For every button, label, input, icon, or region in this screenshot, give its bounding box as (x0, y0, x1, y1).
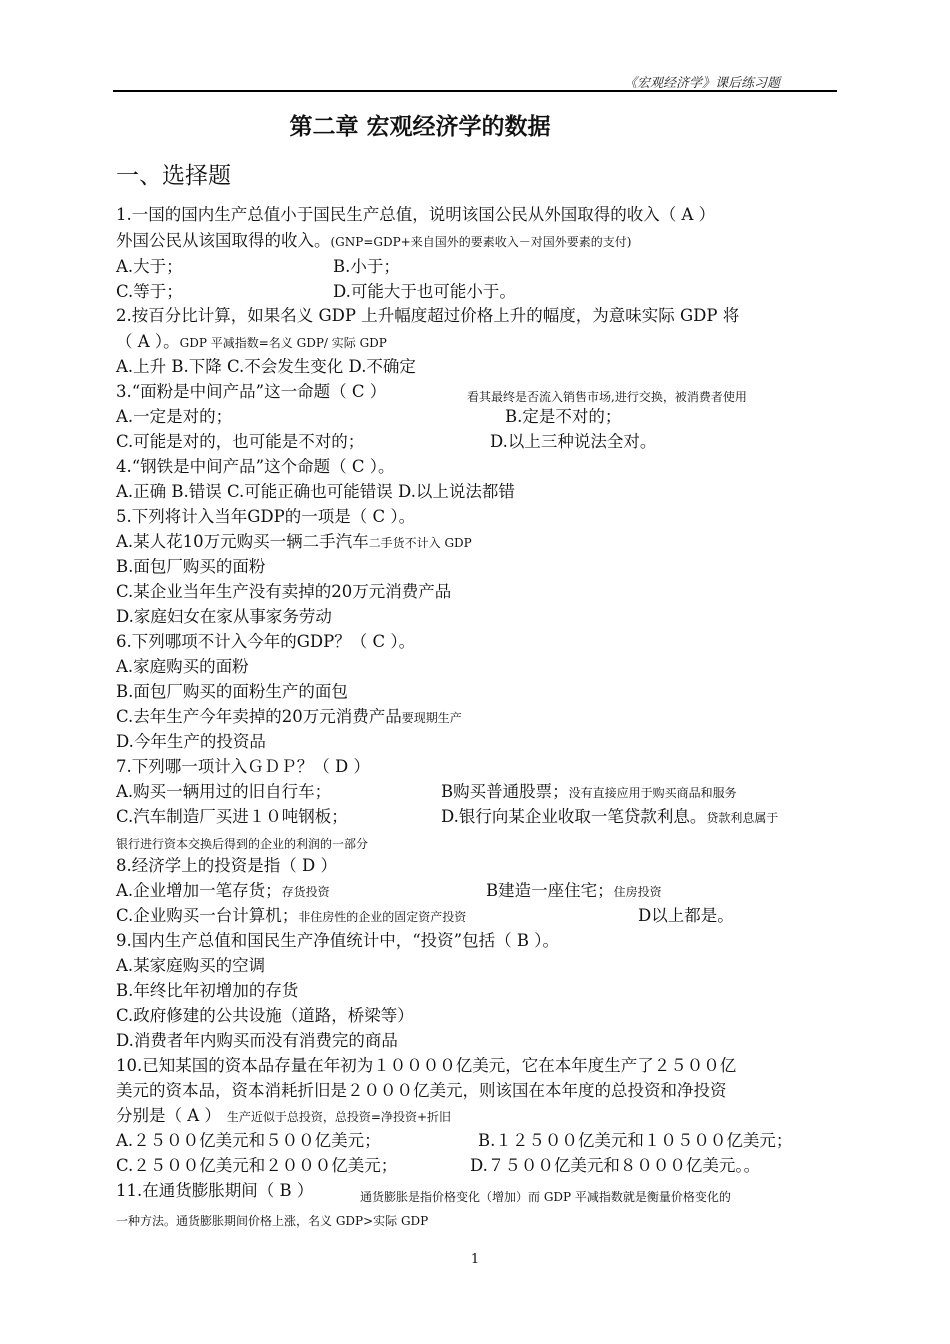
question-5-note: 二手货不计入 GDP (368, 536, 472, 550)
question-8-option-b (486, 880, 662, 903)
question-7-option-c: C.汽车制造厂买进１０吨钢板； (116, 807, 348, 826)
question-3-option-c: C.可能是对的，也可能是不对的； (116, 432, 365, 451)
question-1-note: (GNP=GDP+来自国外的要素收入－对国外要素的支付) (330, 235, 632, 249)
question-7-note-d: 贷款利息属于 (706, 811, 779, 825)
question-5-option-c: C.某企业当年生产没有卖掉的20万元消费产品 (116, 582, 452, 601)
question-7-stem: 7.下列哪一项计入ＧＤＰ？（ D ） (116, 757, 370, 776)
question-1-option-a: A.大于； (116, 257, 183, 276)
question-5-option-b: B.面包厂购买的面粉 (116, 557, 266, 576)
question-6-note: 要现期生产 (401, 711, 462, 725)
chapter-title: 第二章 宏观经济学的数据 (289, 114, 551, 140)
question-3-note: 看其最终是否流入销售市场,进行交换，被消费者使用 (467, 390, 747, 404)
question-7-option-a: A.购买一辆用过的旧自行车； (116, 782, 332, 801)
question-8-option-b-text: B建造一座住宅； (486, 881, 614, 900)
page-number: 1 (470, 1252, 480, 1267)
question-8-option-c-text: C.企业购买一台计算机； (116, 906, 299, 925)
question-1-option-c: C.等于； (116, 282, 183, 301)
question-7-option-b (441, 781, 737, 804)
question-10-option-c: C.２５００亿美元和２０００亿美元； (116, 1156, 398, 1175)
question-8-note-b: 住房投资 (613, 885, 662, 899)
question-5-option-a-text: A.某人花10万元购买一辆二手汽车 (116, 532, 369, 551)
question-11-stem: 11.在通货膨胀期间（ B ） (116, 1181, 314, 1200)
question-6-option-d: D.今年生产的投资品 (116, 732, 266, 751)
question-8-note-c: 非住房性的企业的固定资产投资 (298, 910, 467, 924)
question-2-note: GDP 平减指数=名义 GDP/ 实际 GDP (179, 336, 387, 350)
question-9-stem: 9.国内生产总值和国民生产净值统计中，“投资”包括（ B ）。 (116, 931, 559, 950)
question-1-option-b: B.小于； (333, 257, 400, 276)
question-10-stem-line3: 分别是（ A ） (116, 1106, 221, 1125)
question-4-options: A.正确 B.错误 C.可能正确也可能错误 D.以上说法都错 (116, 482, 515, 501)
question-8-note-a: 存货投资 (281, 885, 330, 899)
question-8-option-d: D以上都是。 (638, 906, 734, 925)
question-8-option-a (116, 880, 330, 903)
question-3-stem: 3.“面粉是中间产品”这一命题（ C ） (116, 382, 387, 401)
question-6-option-b: B.面包厂购买的面粉生产的面包 (116, 682, 348, 701)
question-9-option-a: A.某家庭购买的空调 (116, 956, 266, 975)
question-6-option-a: A.家庭购买的面粉 (116, 657, 249, 676)
question-9-option-c: C.政府修建的公共设施（道路，桥梁等） (116, 1006, 414, 1025)
question-2-options: A.上升 B.下降 C.不会发生变化 D.不确定 (116, 357, 416, 376)
question-8-option-a-text: A.企业增加一笔存货； (116, 881, 282, 900)
question-6-option-c (116, 706, 462, 729)
question-3-option-d: D.以上三种说法全对。 (490, 432, 657, 451)
question-4-stem: 4.“钢铁是中间产品”这个命题（ C ）。 (116, 457, 395, 476)
question-10-note: 生产近似于总投资，总投资=净投资+折旧 (226, 1110, 452, 1124)
question-10-stem-cont (116, 1105, 451, 1128)
question-1-stem: 1.一国的国内生产总值小于国民生产总值，说明该国公民从外国取得的收入（ A ） (116, 205, 716, 224)
question-10-stem-line2: 美元的资本品，资本消耗折旧是２０００亿美元，则该国在本年度的总投资和净投资 (116, 1081, 727, 1100)
question-10-option-b: B.１２５００亿美元和１０５００亿美元； (478, 1131, 793, 1150)
question-7-option-b-text: B购买普通股票； (441, 782, 569, 801)
question-3-option-a: A.一定是对的； (116, 407, 233, 426)
question-10-option-a: A.２５００亿美元和５００亿美元； (116, 1131, 381, 1150)
question-11-note-cont: 一种方法。通货膨胀期间价格上涨，名义 GDP>实际 GDP (116, 1214, 429, 1228)
question-10-option-d: D.７５００亿美元和８０００亿美元。。 (470, 1156, 761, 1175)
question-6-option-c-text: C.去年生产今年卖掉的20万元消费产品 (116, 707, 402, 726)
running-header: 《宏观经济学》课后练习题 (623, 76, 780, 91)
question-7-option-d (441, 806, 778, 829)
question-1-stem-line2: 外国公民从该国取得的收入。 (116, 231, 331, 250)
question-1-option-d: D.可能大于也可能小于。 (333, 282, 516, 301)
question-2-stem-line2: （ A ）。 (116, 332, 180, 351)
question-3-option-b: B.定是不对的； (505, 407, 622, 426)
question-5-option-d: D.家庭妇女在家从事家务劳动 (116, 607, 332, 626)
header-rule (113, 90, 837, 92)
question-5-stem: 5.下列将计入当年GDP的一项是（ C ）。 (116, 507, 416, 526)
section-title: 一、选择题 (116, 163, 231, 189)
question-2-stem-cont (116, 331, 387, 354)
question-11-note: 通货膨胀是指价格变化（增加）而 GDP 平减指数就是衡量价格变化的 (360, 1190, 731, 1204)
question-8-option-c (116, 905, 466, 928)
question-2-stem: 2.按百分比计算，如果名义 GDP 上升幅度超过价格上升的幅度，为意味实际 GDP 将 (116, 306, 740, 325)
question-1-stem-cont (116, 230, 631, 253)
question-7-option-d-text: D.银行向某企业收取一笔贷款利息。 (441, 807, 707, 826)
question-9-option-b: B.年终比年初增加的存货 (116, 981, 299, 1000)
question-6-stem: 6.下列哪项不计入今年的GDP？（ C ）。 (116, 632, 416, 651)
question-8-stem: 8.经济学上的投资是指（ D ） (116, 856, 337, 875)
question-10-stem: 10.已知某国的资本品存量在年初为１００００亿美元，它在本年度生产了２５００亿 (116, 1056, 737, 1075)
question-7-note-cont: 银行进行资本交换后得到的企业的利润的一部分 (116, 837, 369, 851)
question-7-note-b: 没有直接应用于购买商品和服务 (568, 786, 737, 800)
question-5-option-a (116, 531, 472, 554)
question-9-option-d: D.消费者年内购买而没有消费完的商品 (116, 1031, 398, 1050)
